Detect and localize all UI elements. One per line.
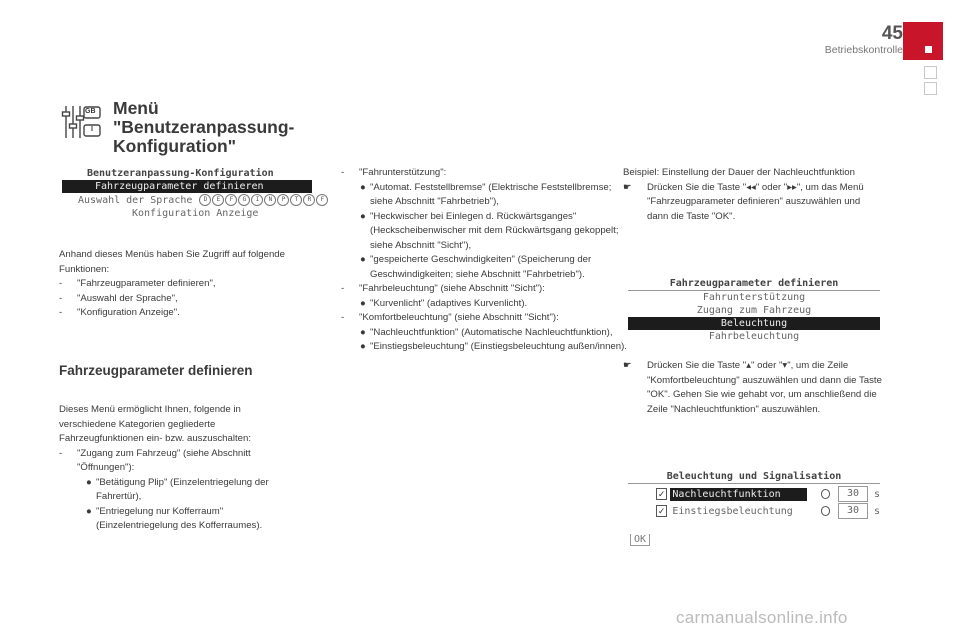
screen-lighting	[628, 470, 880, 547]
checkbox-icon: ✓	[657, 489, 666, 499]
page-number: 45	[881, 23, 903, 44]
tab-square	[924, 82, 937, 95]
screen-title: Fahrzeugparameter definieren	[669, 278, 839, 289]
ok-button: OK	[630, 534, 650, 546]
screen-item-selected: Fahrzeugparameter definieren	[62, 180, 312, 193]
sub-list-item: "Heckwischer bei Einlegen d. Rückwärtsganges" (Heckscheibenwischer mit dem Rückwärtsgang gekoppelt; siehe Abschnitt "Sicht"),	[370, 210, 619, 251]
sub-list-item: "gespeicherte Geschwindigkeiten" (Speicherung der Geschwindigkeiten; siehe Abschnitt "Fahrbetrieb").	[370, 254, 592, 280]
step2-block: ☛ Drücken Sie die Taste "▴" oder "▾", um die Zeile "Komfortbeleuchtung" auszuwählen und dann die Taste "OK". Gehen Sie wie gehabt vor, um anschließend die Zeile "Nachleuchtfunktion" auszuwählen.	[623, 359, 883, 417]
watermark: carmanualsonline.info	[676, 608, 848, 627]
tab-square	[924, 66, 937, 79]
screen-item: Zugang zum Fahrzeug	[696, 305, 812, 316]
sub-list-item: "Automat. Feststellbremse" (Elektrische Feststellbremse; siehe Abschnitt "Fahrbetrieb"),	[370, 181, 612, 207]
section-tab	[903, 22, 943, 60]
timer-icon	[821, 489, 830, 499]
list-item: "Auswahl der Sprache",	[77, 292, 178, 304]
section-body: Dieses Menü ermöglicht Ihnen, folgende in verschiedene Kategorien gegliederte Fahrzeugfunktionen ein- bzw. auszuschalten: - "Zugang zum Fahrzeug" (siehe Abschnitt "Öffnungen"): ● "Betätigung Plip" (Einzelentriegelung der Fahrertür), ● "Entriegelung nur Kofferraum" (Einzelentriegelung des Kofferraumes).	[59, 403, 299, 534]
setting-row	[628, 486, 880, 502]
list-item: "Fahrbeleuchtung" (siehe Abschnitt "Sicht"):	[359, 283, 545, 294]
setting-unit: s	[873, 505, 880, 517]
gb-label: GB	[85, 108, 96, 115]
screen-item: Auswahl der Sprache D E F G I N P T R F	[62, 194, 312, 207]
list-item: "Fahrzeugparameter definieren",	[77, 278, 216, 289]
sub-list-item: "Kurvenlicht" (adaptives Kurvenlicht).	[370, 297, 528, 309]
list-item: "Fahrunterstützung":	[359, 167, 447, 178]
step-text: Drücken Sie die Taste "◂◂" oder "▸▸", um das Menü "Fahrzeugparameter definieren" auszuwählen und dann die Taste "OK".	[647, 181, 864, 222]
checkbox-icon: ✓	[657, 506, 666, 516]
intro-text: Anhand dieses Menüs haben Sie Zugriff auf folgende Funktionen:	[59, 249, 285, 275]
language-flags: D E F G I N P T R F	[198, 195, 328, 206]
intro-block: Anhand dieses Menüs haben Sie Zugriff auf folgende Funktionen: - "Fahrzeugparameter definieren", - "Auswahl der Sprache", - "Konfiguration Anzeige".	[59, 248, 321, 321]
setting-label: Nachleuchtfunktion	[670, 488, 806, 501]
section-text: Dieses Menü ermöglicht Ihnen, folgende in verschiedene Kategorien gegliederte Fahrzeugfunktionen ein- bzw. auszuschalten:	[59, 404, 251, 444]
setting-value: 30	[838, 486, 868, 502]
example-block: Beispiel: Einstellung der Dauer der Nachleuchtfunktion ☛ Drücken Sie die Taste "◂◂" oder "▸▸", um das Menü "Fahrzeugparameter definieren" auszuwählen und dann die Taste "OK".	[623, 166, 883, 224]
setting-row	[628, 503, 880, 519]
screen-item: Fahrbeleuchtung	[708, 331, 800, 342]
page-title: Menü "Benutzeranpassung- Konfiguration"	[113, 98, 295, 156]
setting-unit: s	[873, 488, 880, 500]
screen-title: Benutzeranpassung-Konfiguration	[87, 168, 274, 179]
function-list: - "Fahrunterstützung": ● "Automat. Feststellbremse" (Elektrische Feststellbremse; siehe Abschnitt "Fahrbetrieb"), ● "Heckwischer bei Einlegen d. Rückwärtsganges" (Heckscheibenwischer mit dem Rückwärtsgang gekoppelt; siehe Abschnitt "Sicht"), ● "gespeicherte Geschwindigkeiten" (Speicherung der Geschwindigkeiten; siehe Abschnitt "Fahrbetrieb"). - "Fahrbeleuchtung" (siehe Abschnitt "Sicht"): ● "Kurvenlicht" (adaptives Kurvenlicht). - "Komfortbeleuchtung" (siehe Abschnitt "Sicht"): ● "Nachleuchtfunktion" (Automatische Nachleuchtfunktion), ● "Einstiegsbeleuchtung" (Einstiegsbeleuchtung außen/innen).	[341, 166, 631, 355]
screen-item: Konfiguration Anzeige	[132, 208, 259, 219]
section-name: Betriebskontrolle	[824, 44, 903, 56]
step-text: Drücken Sie die Taste "▴" oder "▾", um die Zeile "Komfortbeleuchtung" auszuwählen und dann die Taste "OK". Gehen Sie wie gehabt vor, um anschließend die Zeile "Nachleuchtfunktion" auszuwählen.	[647, 360, 882, 415]
sub-list-item: "Entriegelung nur Kofferraum" (Einzelentriegelung des Kofferraumes).	[96, 505, 263, 531]
tab-marker	[925, 46, 932, 53]
setting-value: 30	[838, 503, 868, 519]
list-item: "Konfiguration Anzeige".	[77, 307, 180, 318]
section-heading: Fahrzeugparameter definieren	[59, 363, 253, 378]
screen-customization	[62, 167, 325, 220]
screen-item-selected: Beleuchtung	[628, 317, 880, 330]
setting-label: Einstiegsbeleuchtung	[672, 505, 793, 517]
screen-title: Beleuchtung und Signalisation	[666, 471, 842, 482]
sub-list-item: "Betätigung Plip" (Einzelentriegelung der Fahrertür),	[96, 476, 269, 502]
screen-item: Fahrunterstützung	[702, 292, 806, 303]
screen-vehicle-params	[628, 277, 880, 343]
sub-list-item: "Einstiegsbeleuchtung" (Einstiegsbeleuchtung außen/innen).	[370, 341, 627, 352]
sub-list-item: "Nachleuchtfunktion" (Automatische Nachleuchtfunktion),	[370, 326, 613, 338]
timer-icon	[821, 506, 830, 516]
example-text: Beispiel: Einstellung der Dauer der Nachleuchtfunktion	[623, 167, 855, 178]
list-item: "Komfortbeleuchtung" (siehe Abschnitt "Sicht"):	[359, 312, 559, 323]
list-item: "Zugang zum Fahrzeug" (siehe Abschnitt "Öffnungen"):	[77, 447, 251, 473]
i-label: I	[91, 126, 93, 133]
